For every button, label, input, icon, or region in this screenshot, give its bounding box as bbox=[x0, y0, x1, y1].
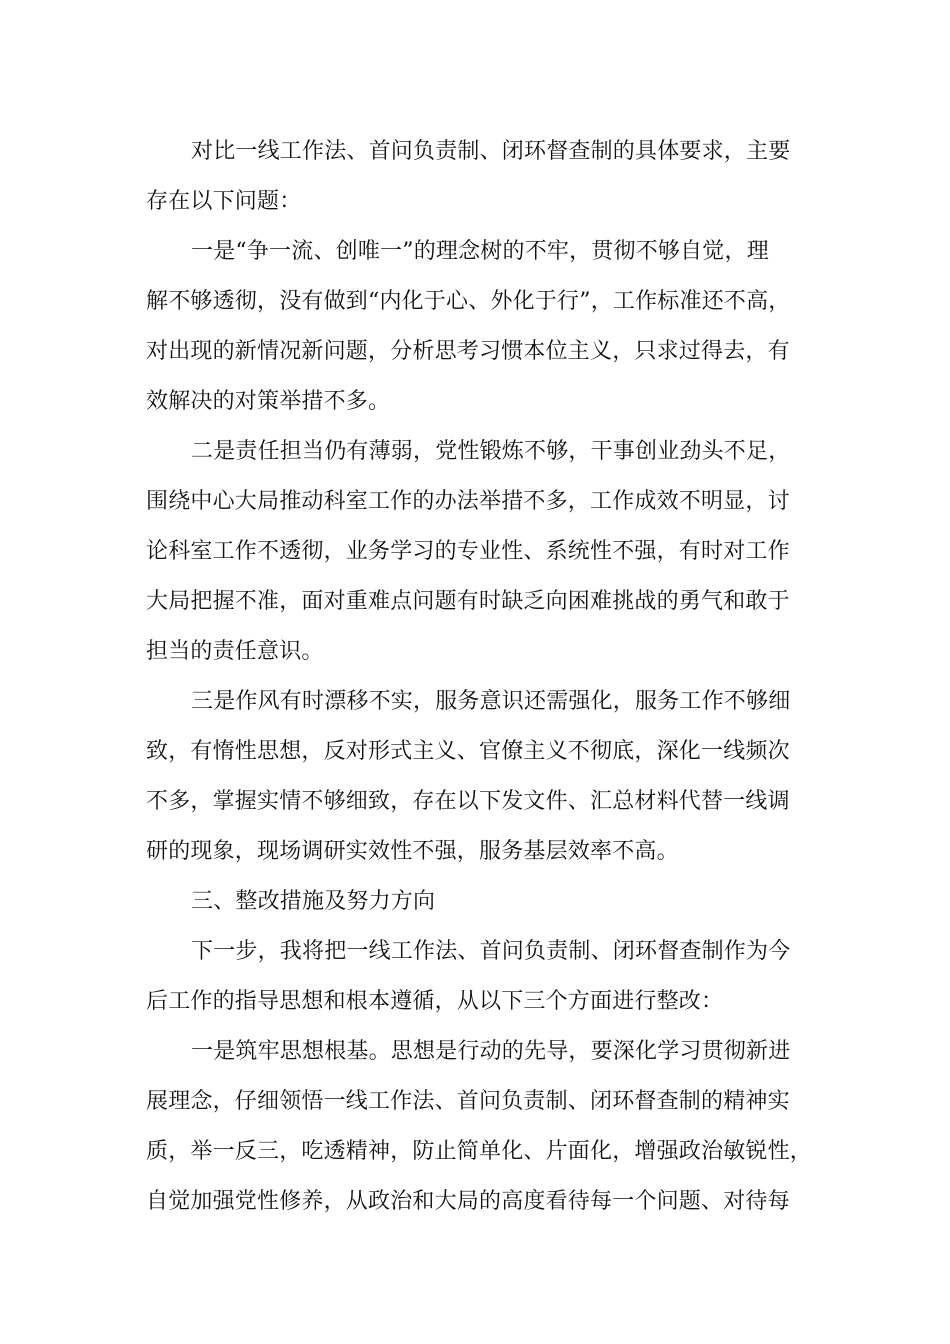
section-heading bbox=[0, 877, 950, 927]
line-text: 存在以下问题： bbox=[146, 189, 302, 214]
line-text: 后工作的指导思想和根本遵循，从以下三个方面进行整改： bbox=[146, 989, 724, 1014]
text-line bbox=[0, 927, 950, 977]
line-text: 解不够透彻，没有做到“内化于心、外化于行”，工作标准还不高， bbox=[146, 289, 791, 314]
line-text: 论科室工作不透彻，业务学习的专业性、系统性不强，有时对工作 bbox=[146, 539, 790, 564]
text-line bbox=[0, 177, 950, 227]
text-line bbox=[0, 1127, 950, 1177]
text-line bbox=[0, 327, 950, 377]
line-text: 大局把握不准，面对重难点问题有时缺乏向困难挑战的勇气和敢于 bbox=[146, 589, 790, 614]
line-text: 下一步，我将把一线工作法、首问负责制、闭环督查制作为今 bbox=[191, 939, 791, 964]
text-line bbox=[0, 227, 950, 277]
line-text: 围绕中心大局推动科室工作的办法举措不多，工作成效不明显，讨 bbox=[146, 489, 790, 514]
line-text: 一是“争一流、创唯一”的理念树的不牢，贯彻不够自觉，理 bbox=[191, 239, 769, 264]
text-line bbox=[0, 1077, 950, 1127]
line-text: 质，举一反三，吃透精神，防止简单化、片面化，增强政治敏锐性， bbox=[146, 1139, 813, 1164]
text-line bbox=[0, 527, 950, 577]
line-text: 三是作风有时漂移不实，服务意识还需强化，服务工作不够细 bbox=[191, 689, 791, 714]
text-line bbox=[0, 1027, 950, 1077]
text-line bbox=[0, 977, 950, 1027]
text-line bbox=[0, 427, 950, 477]
text-line bbox=[0, 1177, 950, 1227]
text-line bbox=[0, 477, 950, 527]
text-line bbox=[0, 727, 950, 777]
text-line bbox=[0, 577, 950, 627]
line-text: 研的现象，现场调研实效性不强，服务基层效率不高。 bbox=[146, 839, 679, 864]
text-line bbox=[0, 677, 950, 727]
line-text: 致，有惰性思想，反对形式主义、官僚主义不彻底，深化一线频次 bbox=[146, 739, 790, 764]
line-text: 效解决的对策举措不多。 bbox=[146, 389, 391, 414]
text-line bbox=[0, 377, 950, 427]
text-line bbox=[0, 277, 950, 327]
line-text: 不多，掌握实情不够细致，存在以下发文件、汇总材料代替一线调 bbox=[146, 789, 790, 814]
text-line bbox=[0, 827, 950, 877]
line-text: 对出现的新情况新问题，分析思考习惯本位主义，只求过得去，有 bbox=[146, 339, 790, 364]
text-line bbox=[0, 127, 950, 177]
line-text: 二是责任担当仍有薄弱，党性锻炼不够，干事创业劲头不足， bbox=[191, 439, 791, 464]
line-text: 担当的责任意识。 bbox=[146, 639, 324, 664]
line-text: 一是筑牢思想根基。思想是行动的先导，要深化学习贯彻新进 bbox=[191, 1039, 791, 1064]
line-text: 对比一线工作法、首问负责制、闭环督查制的具体要求，主要 bbox=[191, 139, 791, 164]
line-text: 展理念，仔细领悟一线工作法、首问负责制、闭环督查制的精神实 bbox=[146, 1089, 790, 1114]
text-line bbox=[0, 627, 950, 677]
text-line bbox=[0, 777, 950, 827]
line-text: 自觉加强党性修养，从政治和大局的高度看待每一个问题、对待每 bbox=[146, 1189, 790, 1214]
line-text: 三、整改措施及努力方向 bbox=[191, 889, 436, 914]
